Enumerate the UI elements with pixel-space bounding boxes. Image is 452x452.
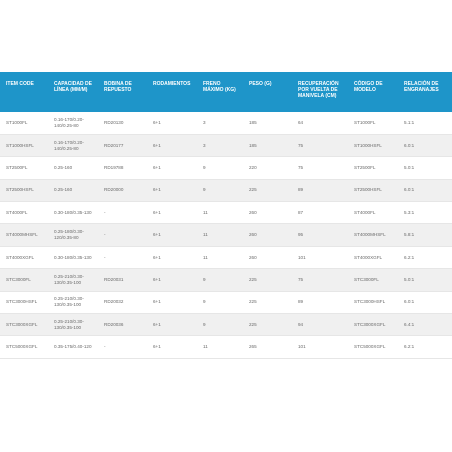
line-capacity-cell: 0.25-160	[48, 179, 98, 201]
header-line-capacity: CAPACIDAD DE LÍNEA (MM/M)	[54, 81, 92, 93]
model-code-cell: ST4000MHSFL	[348, 224, 398, 246]
retrieve-cell: 89	[292, 179, 348, 201]
retrieve-cell: 101	[292, 336, 348, 358]
retrieve-cell: 87	[292, 202, 348, 224]
bearings-cell: 6+1	[147, 336, 197, 358]
gear-ratio-cell: 6.0:1	[398, 179, 452, 201]
gear-ratio-cell: 6.4:1	[398, 314, 452, 336]
spare-spool-cell: RD20130	[98, 112, 147, 134]
gear-ratio-cell: 5.0:1	[398, 269, 452, 291]
item-code-cell: ST2500HSFL	[0, 179, 48, 201]
model-code-cell: STC5000XGFL	[348, 336, 398, 358]
weight-cell: 225	[243, 314, 292, 336]
line-capacity-cell: 0.30-180/0.35-130	[48, 202, 98, 224]
bearings-cell: 6+1	[147, 269, 197, 291]
max-drag-cell: 9	[197, 291, 243, 313]
bearings-cell: 6+1	[147, 179, 197, 201]
weight-cell: 220	[243, 157, 292, 179]
gear-ratio-cell: 5.3:1	[398, 202, 452, 224]
model-code-cell: ST2500HSFL	[348, 179, 398, 201]
table-row	[0, 112, 452, 134]
table-row	[0, 202, 452, 224]
item-code-cell: ST1000HSFL	[0, 134, 48, 156]
line-capacity-cell: 0.25-160	[48, 157, 98, 179]
table-row	[0, 246, 452, 268]
line-capacity-cell: 0.16-170/0.20-140/0.25-80	[48, 134, 98, 156]
max-drag-cell: 11	[197, 202, 243, 224]
gear-ratio-cell: 5.8:1	[398, 224, 452, 246]
weight-cell: 185	[243, 134, 292, 156]
bearings-cell: 6+1	[147, 246, 197, 268]
model-code-cell: ST1000HSFL	[348, 134, 398, 156]
line-capacity-cell: 0.25-210/0.30-130/0.35-100	[48, 291, 98, 313]
weight-cell: 225	[243, 179, 292, 201]
spec-table	[0, 72, 452, 359]
max-drag-cell: 11	[197, 336, 243, 358]
item-code-cell: ST4000MHSFL	[0, 224, 48, 246]
header-item-code: ITEM CODE	[6, 81, 34, 87]
weight-cell: 260	[243, 202, 292, 224]
line-capacity-cell: 0.25-210/0.30-130/0.35-100	[48, 314, 98, 336]
bearings-cell: 6+1	[147, 157, 197, 179]
spare-spool-cell: RD19788	[98, 157, 147, 179]
max-drag-cell: 9	[197, 269, 243, 291]
weight-cell: 265	[243, 336, 292, 358]
spare-spool-cell: -	[98, 224, 147, 246]
gear-ratio-cell: 6.2:1	[398, 246, 452, 268]
item-code-cell: STC3000XGFL	[0, 314, 48, 336]
spare-spool-cell: RD20031	[98, 269, 147, 291]
table-header	[0, 72, 452, 112]
item-code-cell: ST4000XGFL	[0, 246, 48, 268]
table-row	[0, 269, 452, 291]
spare-spool-cell: -	[98, 246, 147, 268]
line-capacity-cell: 0.16-170/0.20-140/0.25-80	[48, 112, 98, 134]
item-code-cell: ST4000FL	[0, 202, 48, 224]
line-capacity-cell: 0.30-180/0.35-130	[48, 246, 98, 268]
max-drag-cell: 9	[197, 179, 243, 201]
model-code-cell: STC3000HSFL	[348, 291, 398, 313]
weight-cell: 185	[243, 112, 292, 134]
line-capacity-cell: 0.25-180/0.30-120/0.35-80	[48, 224, 98, 246]
gear-ratio-cell: 5.1:1	[398, 112, 452, 134]
spare-spool-cell: RD20000	[98, 179, 147, 201]
table-body	[0, 112, 452, 358]
header-max-drag: FRENO MÁXIMO (KG)	[203, 81, 236, 93]
item-code-cell: ST2500FL	[0, 157, 48, 179]
retrieve-cell: 75	[292, 269, 348, 291]
retrieve-cell: 89	[292, 291, 348, 313]
model-code-cell: ST4000XGFL	[348, 246, 398, 268]
max-drag-cell: 3	[197, 112, 243, 134]
bearings-cell: 6+1	[147, 314, 197, 336]
max-drag-cell: 11	[197, 246, 243, 268]
spare-spool-cell: RD20177	[98, 134, 147, 156]
model-code-cell: ST1000FL	[348, 112, 398, 134]
retrieve-cell: 94	[292, 314, 348, 336]
header-model-code: CÓDIGO DE MODELO	[354, 81, 383, 93]
max-drag-cell: 3	[197, 134, 243, 156]
bearings-cell: 6+1	[147, 112, 197, 134]
weight-cell: 260	[243, 246, 292, 268]
table-row	[0, 291, 452, 313]
retrieve-cell: 101	[292, 246, 348, 268]
max-drag-cell: 9	[197, 314, 243, 336]
item-code-cell: ST1000FL	[0, 112, 48, 134]
retrieve-cell: 95	[292, 224, 348, 246]
model-code-cell: ST4000FL	[348, 202, 398, 224]
table-row	[0, 157, 452, 179]
table-row	[0, 314, 452, 336]
bearings-cell: 6+1	[147, 134, 197, 156]
table-row	[0, 224, 452, 246]
max-drag-cell: 11	[197, 224, 243, 246]
retrieve-cell: 75	[292, 134, 348, 156]
header-gear-ratio: RELACIÓN DE ENGRANAJES	[404, 81, 439, 93]
max-drag-cell: 9	[197, 157, 243, 179]
spare-spool-cell: -	[98, 336, 147, 358]
spec-table-container	[0, 72, 452, 359]
item-code-cell: STC3000HSFL	[0, 291, 48, 313]
header-retrieve-per-crank: RECUPERACIÓN POR VUELTA DE MANIVELA (CM)	[298, 81, 339, 99]
bearings-cell: 6+1	[147, 224, 197, 246]
model-code-cell: STC3000FL	[348, 269, 398, 291]
item-code-cell: STC3000FL	[0, 269, 48, 291]
header-bearings: RODAMIENTOS	[153, 81, 191, 87]
spare-spool-cell: RD20032	[98, 291, 147, 313]
gear-ratio-cell: 5.0:1	[398, 157, 452, 179]
table-row	[0, 179, 452, 201]
table-row	[0, 336, 452, 358]
model-code-cell: STC3000XGFL	[348, 314, 398, 336]
table-row	[0, 134, 452, 156]
bearings-cell: 6+1	[147, 291, 197, 313]
weight-cell: 225	[243, 269, 292, 291]
spare-spool-cell: RD20036	[98, 314, 147, 336]
line-capacity-cell: 0.25-210/0.30-130/0.35-100	[48, 269, 98, 291]
retrieve-cell: 75	[292, 157, 348, 179]
retrieve-cell: 64	[292, 112, 348, 134]
line-capacity-cell: 0.35-175/0.40-120	[48, 336, 98, 358]
header-spare-spool: BOBINA DE REPUESTO	[104, 81, 132, 93]
header-weight: PESO (G)	[249, 81, 272, 87]
gear-ratio-cell: 6.0:1	[398, 291, 452, 313]
bearings-cell: 6+1	[147, 202, 197, 224]
gear-ratio-cell: 6.0:1	[398, 134, 452, 156]
gear-ratio-cell: 6.2:1	[398, 336, 452, 358]
weight-cell: 260	[243, 224, 292, 246]
header-row	[0, 72, 452, 112]
spare-spool-cell: -	[98, 202, 147, 224]
model-code-cell: ST2500FL	[348, 157, 398, 179]
weight-cell: 225	[243, 291, 292, 313]
item-code-cell: STC5000XGFL	[0, 336, 48, 358]
